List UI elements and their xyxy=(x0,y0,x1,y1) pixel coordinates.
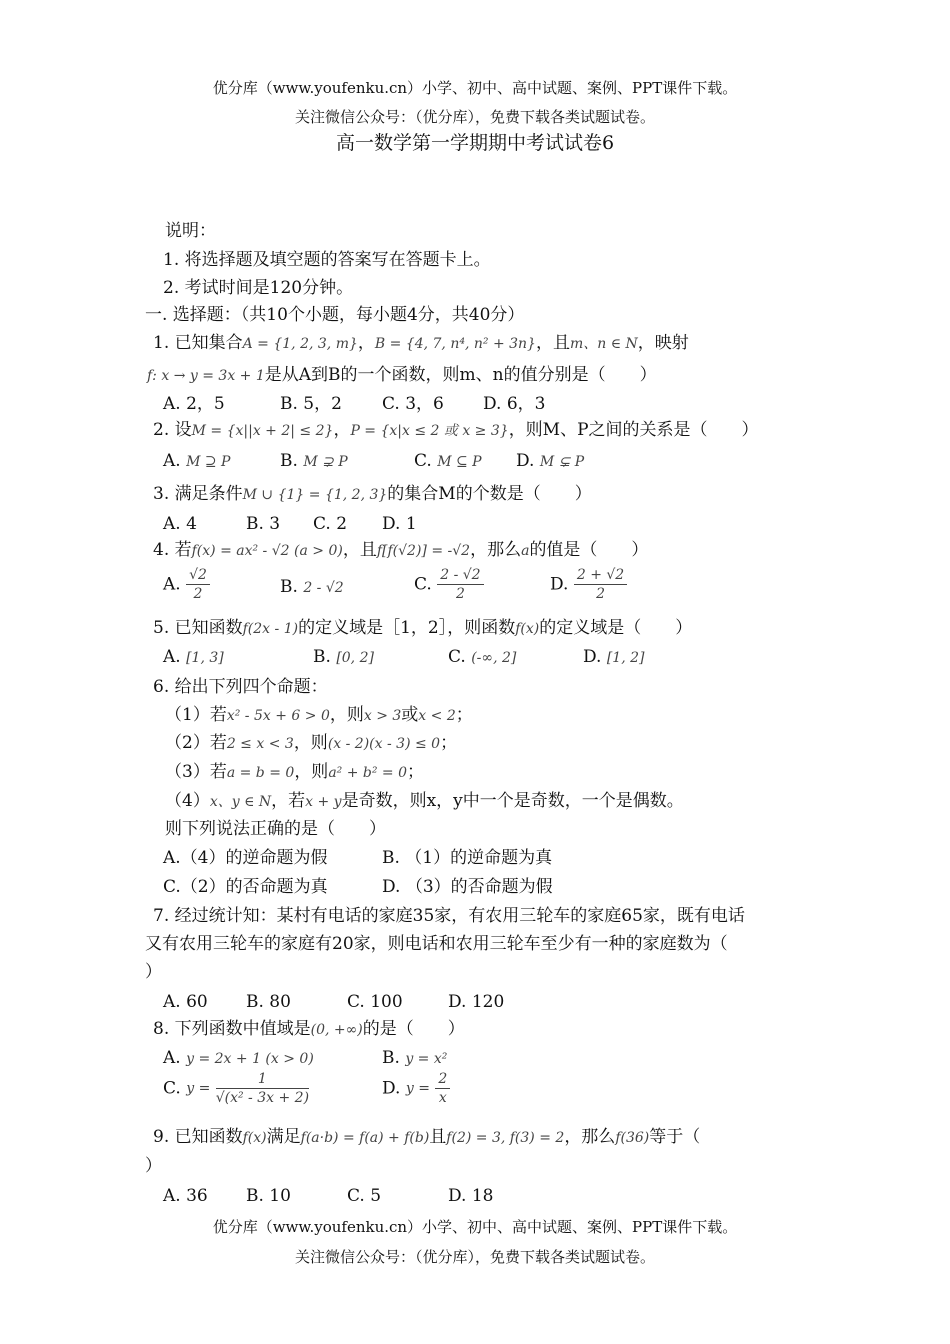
q6-proposition-3: （3）若a = b = 0，则a² + b² = 0； xyxy=(165,762,425,782)
math-expr: f(2x - 1) xyxy=(242,621,299,637)
q2-option-d: D. M ⊊ P xyxy=(516,451,585,471)
footer-line-2: 关注微信公众号：（优分库），免费下载各类试题试卷。 xyxy=(294,1248,655,1266)
q8-option-a: A. y = 2x + 1 (x > 0) xyxy=(163,1048,314,1068)
question-7-line-2: 又有农用三轮车的家庭有20家，则电话和农用三轮车至少有一种的家庭数为（ xyxy=(145,934,728,954)
question-2: 2. 设M = {x||x + 2| ≤ 2}，P = {x|x ≤ 2 或 x ≥ 3}，则M、P之间的关系是（ ） xyxy=(153,420,759,440)
q2-option-b: B. M ⊋ P xyxy=(280,451,348,471)
q8-option-b: B. y = x² xyxy=(382,1048,448,1068)
question-8: 8. 下列函数中值域是(0, +∞)的是（ ） xyxy=(153,1019,465,1039)
math-expr: (0, +∞) xyxy=(310,1022,363,1038)
math-expr: A = {1, 2, 3, m} xyxy=(242,336,358,352)
q7-option-c: C. 100 xyxy=(347,992,403,1012)
q5-option-c: C. (-∞, 2] xyxy=(448,647,517,667)
q3-option-d: D. 1 xyxy=(382,514,417,534)
footer-line-1: 优分库（www.youfenku.cn）小学、初中、高中试题、案例、PPT课件下载。 xyxy=(212,1218,738,1236)
q4-option-a: A. $\frac{√2}{2}$ xyxy=(163,566,210,603)
q6-proposition-2: （2）若2 ≤ x < 3，则(x - 2)(x - 3) ≤ 0； xyxy=(165,733,458,753)
q1-option-b: B. 5，2 xyxy=(280,394,342,414)
q4-option-d: D. $\frac{2 + √2}{2}$ xyxy=(550,566,627,603)
header-line-2: 关注微信公众号：（优分库），免费下载各类试题试卷。 xyxy=(294,108,655,126)
page-title: 高一数学第一学期期中考试试卷6 xyxy=(335,132,615,154)
q9-option-b: B. 10 xyxy=(246,1186,291,1206)
q5-option-a: A. [1, 3] xyxy=(163,647,224,667)
q6-option-a: A.（4）的逆命题为假 xyxy=(163,848,328,868)
q9-option-d: D. 18 xyxy=(448,1186,494,1206)
q8-option-c: C. y = $\frac{1}{\text{√(x² - 3x + 2)}}$ xyxy=(163,1071,310,1106)
q1-option-c: C. 3，6 xyxy=(382,394,444,414)
math-expr: f(x) xyxy=(515,621,540,637)
q6-option-b: B. （1）的逆命题为真 xyxy=(382,848,553,868)
math-expr: f(x) xyxy=(242,1130,267,1146)
q2-option-c: C. M ⊆ P xyxy=(414,451,482,471)
question-1: 1. 已知集合A = {1, 2, 3, m}，B = {4, 7, n⁴, n² + 3n}，且m、n ∈ N，映射 xyxy=(153,333,689,353)
math-expr: f(36) xyxy=(615,1130,650,1146)
q6-proposition-1: （1）若x² - 5x + 6 > 0，则x > 3或x < 2； xyxy=(165,705,473,725)
math-expr: P = {x|x ≤ 2 或 x ≥ 3} xyxy=(350,423,509,439)
math-expr: B = {4, 7, n⁴, n² + 3n} xyxy=(374,336,536,352)
question-1-cont: f: x → y = 3x + 1是从A到B的一个函数，则m、n的值分别是（ ） xyxy=(147,365,657,385)
question-6: 6. 给出下列四个命题： xyxy=(153,677,328,697)
math-expr: M = {x||x + 2| ≤ 2} xyxy=(191,423,334,439)
q4-option-c: C. $\frac{2 - √2}{2}$ xyxy=(414,566,484,603)
math-expr: m、n ∈ N xyxy=(569,336,638,352)
q7-option-b: B. 80 xyxy=(246,992,291,1012)
q6-option-d: D. （3）的否命题为假 xyxy=(382,877,553,897)
math-expr: f: x → y = 3x + 1 xyxy=(147,368,265,384)
math-expr: f[f(√2)] = -√2 xyxy=(376,543,471,559)
question-3: 3. 满足条件M ∪ {1} = {1, 2, 3}的集合M的个数是（ ） xyxy=(153,484,592,504)
math-expr: a xyxy=(521,543,530,559)
math-expr: f(a·b) = f(a) + f(b) xyxy=(300,1130,430,1146)
q3-option-b: B. 3 xyxy=(246,514,281,534)
note-2: 2. 考试时间是120分钟。 xyxy=(163,278,354,298)
q6-ask: 则下列说法正确的是（ ） xyxy=(165,819,386,839)
q5-option-d: D. [1, 2] xyxy=(583,647,645,667)
math-expr: f(2) = 3, f(3) = 2 xyxy=(446,1130,565,1146)
q6-proposition-4: （4）x、y ∈ N，若x + y是奇数，则x，y中一个是奇数，一个是偶数。 xyxy=(165,791,684,811)
question-7-line-3: ） xyxy=(145,962,162,982)
notes-heading: 说明： xyxy=(165,221,216,241)
question-9: 9. 已知函数f(x)满足f(a·b) = f(a) + f(b)且f(2) = 3, f(3) = 2，那么f(36)等于（ xyxy=(153,1127,701,1147)
math-expr: M ∪ {1} = {1, 2, 3} xyxy=(242,487,388,503)
section-heading: 一. 选择题：（共10个小题，每小题4分，共40分） xyxy=(145,305,525,325)
question-5: 5. 已知函数f(2x - 1)的定义域是［1，2］，则函数f(x)的定义域是（ ） xyxy=(153,618,693,638)
q7-option-d: D. 120 xyxy=(448,992,505,1012)
note-1: 1. 将选择题及填空题的答案写在答题卡上。 xyxy=(163,250,491,270)
q2-option-a: A. M ⊇ P xyxy=(163,451,231,471)
q9-option-a: A. 36 xyxy=(163,1186,208,1206)
math-expr: f(x) = ax² - √2 (a > 0) xyxy=(191,543,343,559)
question-4: 4. 若f(x) = ax² - √2 (a > 0)，且f[f(√2)] = -√2，那么a的值是（ ） xyxy=(153,540,649,560)
q5-option-b: B. [0, 2] xyxy=(313,647,374,667)
q3-option-c: C. 2 xyxy=(313,514,348,534)
q7-option-a: A. 60 xyxy=(163,992,208,1012)
q1-option-d: D. 6，3 xyxy=(483,394,546,414)
q6-option-c: C.（2）的否命题为真 xyxy=(163,877,328,897)
q3-option-a: A. 4 xyxy=(163,514,197,534)
q4-option-b: B. 2 - √2 xyxy=(280,577,344,597)
q8-option-d: D. y = $\frac{2}{x}$ xyxy=(382,1070,450,1107)
question-7-line-1: 7. 经过统计知：某村有电话的家庭35家，有农用三轮车的家庭65家，既有电话 xyxy=(153,906,745,926)
header-line-1: 优分库（www.youfenku.cn）小学、初中、高中试题、案例、PPT课件下载。 xyxy=(212,79,738,97)
question-9-cont: ） xyxy=(145,1156,162,1176)
q9-option-c: C. 5 xyxy=(347,1186,382,1206)
q1-option-a: A. 2，5 xyxy=(163,394,225,414)
